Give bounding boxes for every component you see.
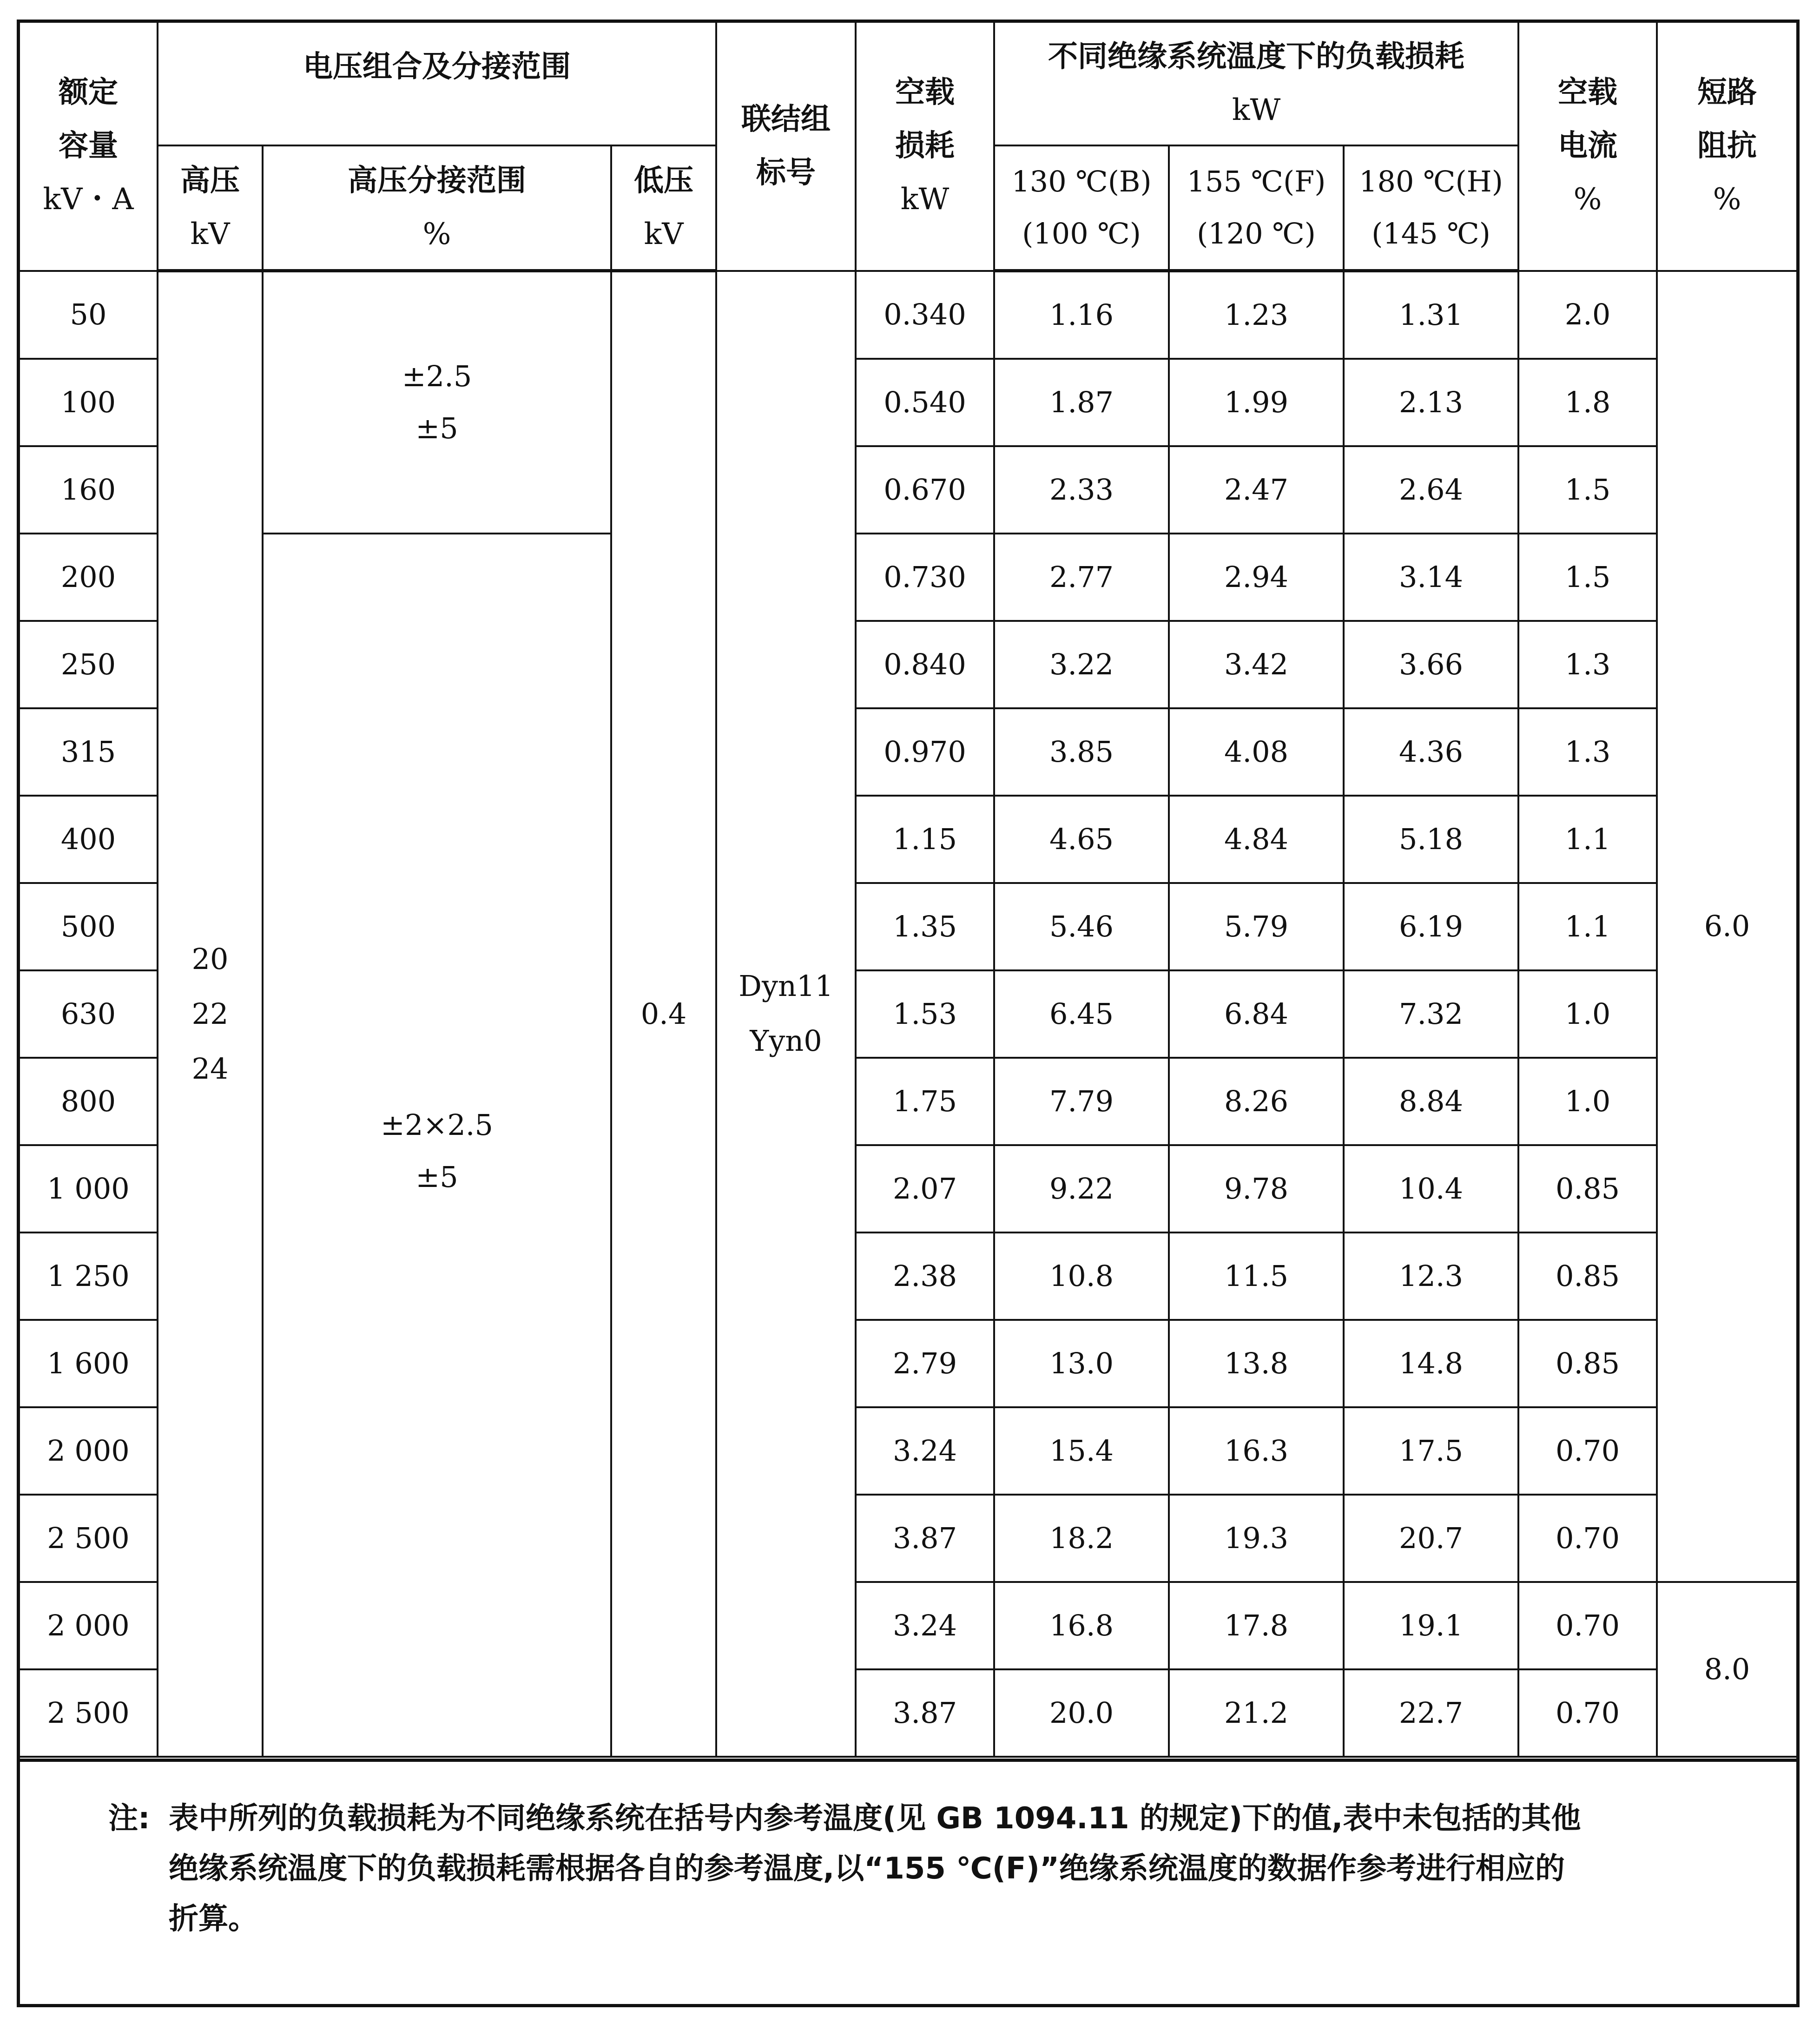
load-loss-b-cell: 10.8 bbox=[994, 1232, 1169, 1320]
table-row bbox=[20, 271, 1796, 359]
note-line-2: 绝缘系统温度下的负载损耗需根据各自的参考温度,以“155 ℃(F)”绝缘系统温度的数据作参考进行相应的 bbox=[169, 1852, 1565, 1886]
loss-table bbox=[20, 23, 1796, 1758]
hv-merged-cell-line: 24 bbox=[191, 1051, 229, 1086]
connection-merged-cell-line: Dyn11 bbox=[739, 969, 833, 1003]
load-loss-f-cell: 1.99 bbox=[1169, 359, 1344, 446]
header-capacity: 额定 容量 kV・A bbox=[20, 23, 158, 271]
tap-range-a-cell-line: ±2.5 bbox=[402, 359, 472, 394]
load-loss-f-cell: 2.47 bbox=[1169, 446, 1344, 534]
load-loss-f-cell: 8.26 bbox=[1169, 1058, 1344, 1145]
load-loss-b-cell: 18.2 bbox=[994, 1495, 1169, 1582]
load-loss-b-cell: 20.0 bbox=[994, 1669, 1169, 1757]
noload-loss-cell: 1.15 bbox=[856, 796, 994, 883]
header-load-loss-group: 不同绝缘系统温度下的负载损耗 kW bbox=[994, 23, 1518, 145]
noload-loss-cell: 2.79 bbox=[856, 1320, 994, 1407]
hv-merged-cell-line: 22 bbox=[191, 997, 229, 1031]
noload-current-cell: 0.70 bbox=[1518, 1407, 1657, 1495]
noload-loss-cell: 0.340 bbox=[856, 271, 994, 359]
noload-current-cell: 0.85 bbox=[1518, 1320, 1657, 1407]
tap-range-a-cell bbox=[263, 271, 611, 534]
noload-current-cell: 0.85 bbox=[1518, 1232, 1657, 1320]
noload-loss-cell: 3.87 bbox=[856, 1669, 994, 1757]
load-loss-h-cell: 17.5 bbox=[1344, 1407, 1518, 1495]
noload-current-cell: 1.3 bbox=[1518, 621, 1657, 708]
load-loss-b-cell: 4.65 bbox=[994, 796, 1169, 883]
noload-current-cell: 0.70 bbox=[1518, 1669, 1657, 1757]
noload-loss-cell: 3.24 bbox=[856, 1407, 994, 1495]
noload-loss-cell: 1.53 bbox=[856, 970, 994, 1058]
header-voltage-group: 电压组合及分接范围 bbox=[158, 23, 716, 145]
noload-current-cell: 0.70 bbox=[1518, 1582, 1657, 1669]
load-loss-f-cell: 11.5 bbox=[1169, 1232, 1344, 1320]
noload-loss-cell: 0.840 bbox=[856, 621, 994, 708]
connection-merged-cell bbox=[716, 271, 856, 1757]
noload-current-cell: 1.0 bbox=[1518, 1058, 1657, 1145]
load-loss-b-cell: 13.0 bbox=[994, 1320, 1169, 1407]
load-loss-b-cell: 7.79 bbox=[994, 1058, 1169, 1145]
note-line-1: 表中所列的负载损耗为不同绝缘系统在括号内参考温度(见 GB 1094.11 的规定)下的值,表中未包括的其他 bbox=[169, 1801, 1581, 1836]
load-loss-h-cell: 1.31 bbox=[1344, 271, 1518, 359]
noload-loss-cell: 2.07 bbox=[856, 1145, 994, 1232]
capacity-cell: 400 bbox=[20, 796, 158, 883]
load-loss-f-cell: 19.3 bbox=[1169, 1495, 1344, 1582]
tap-range-a-cell-line: ±5 bbox=[415, 411, 458, 445]
tap-range-b-cell bbox=[263, 534, 611, 1757]
impedance-b-cell: 8.0 bbox=[1657, 1582, 1796, 1757]
noload-loss-cell: 0.970 bbox=[856, 708, 994, 796]
noload-loss-cell: 1.35 bbox=[856, 883, 994, 970]
tap-range-b-cell-line: ±2×2.5 bbox=[381, 1108, 493, 1142]
header-tap-range: 高压分接范围 % bbox=[263, 145, 611, 271]
load-loss-b-cell: 2.33 bbox=[994, 446, 1169, 534]
lv-merged-cell: 0.4 bbox=[611, 271, 716, 1757]
load-loss-h-cell: 10.4 bbox=[1344, 1145, 1518, 1232]
impedance-a-cell: 6.0 bbox=[1657, 271, 1796, 1582]
load-loss-h-cell: 19.1 bbox=[1344, 1582, 1518, 1669]
header-impedance: 短路 阻抗 % bbox=[1657, 23, 1796, 271]
noload-loss-cell: 3.24 bbox=[856, 1582, 994, 1669]
load-loss-f-cell: 6.84 bbox=[1169, 970, 1344, 1058]
capacity-cell: 100 bbox=[20, 359, 158, 446]
header-temp-f: 155 ℃(F) (120 ℃) bbox=[1169, 145, 1344, 271]
header-noload-current: 空载 电流 % bbox=[1518, 23, 1657, 271]
noload-loss-cell: 1.75 bbox=[856, 1058, 994, 1145]
load-loss-h-cell: 12.3 bbox=[1344, 1232, 1518, 1320]
load-loss-h-cell: 4.36 bbox=[1344, 708, 1518, 796]
table-note bbox=[20, 1759, 1796, 2004]
noload-current-cell: 0.70 bbox=[1518, 1495, 1657, 1582]
load-loss-h-cell: 6.19 bbox=[1344, 883, 1518, 970]
load-loss-h-cell: 2.64 bbox=[1344, 446, 1518, 534]
load-loss-h-cell: 3.66 bbox=[1344, 621, 1518, 708]
capacity-cell: 250 bbox=[20, 621, 158, 708]
noload-current-cell: 1.8 bbox=[1518, 359, 1657, 446]
capacity-cell: 2 000 bbox=[20, 1407, 158, 1495]
table-body bbox=[20, 271, 1796, 1757]
load-loss-f-cell: 4.84 bbox=[1169, 796, 1344, 883]
capacity-cell: 1 000 bbox=[20, 1145, 158, 1232]
transformer-loss-table-sheet bbox=[17, 20, 1800, 2007]
capacity-cell: 800 bbox=[20, 1058, 158, 1145]
load-loss-f-cell: 2.94 bbox=[1169, 534, 1344, 621]
noload-current-cell: 1.1 bbox=[1518, 883, 1657, 970]
load-loss-b-cell: 2.77 bbox=[994, 534, 1169, 621]
load-loss-f-cell: 5.79 bbox=[1169, 883, 1344, 970]
capacity-cell: 630 bbox=[20, 970, 158, 1058]
noload-loss-cell: 0.540 bbox=[856, 359, 994, 446]
load-loss-b-cell: 6.45 bbox=[994, 970, 1169, 1058]
load-loss-b-cell: 3.22 bbox=[994, 621, 1169, 708]
tap-range-b-cell-line: ±5 bbox=[415, 1160, 458, 1194]
load-loss-f-cell: 21.2 bbox=[1169, 1669, 1344, 1757]
capacity-cell: 160 bbox=[20, 446, 158, 534]
load-loss-h-cell: 14.8 bbox=[1344, 1320, 1518, 1407]
capacity-cell: 200 bbox=[20, 534, 158, 621]
load-loss-b-cell: 15.4 bbox=[994, 1407, 1169, 1495]
load-loss-b-cell: 1.16 bbox=[994, 271, 1169, 359]
noload-loss-cell: 3.87 bbox=[856, 1495, 994, 1582]
capacity-cell: 50 bbox=[20, 271, 158, 359]
hv-merged-cell bbox=[158, 271, 263, 1757]
capacity-cell: 1 600 bbox=[20, 1320, 158, 1407]
noload-current-cell: 1.0 bbox=[1518, 970, 1657, 1058]
noload-current-cell: 1.1 bbox=[1518, 796, 1657, 883]
load-loss-f-cell: 16.3 bbox=[1169, 1407, 1344, 1495]
noload-loss-cell: 2.38 bbox=[856, 1232, 994, 1320]
load-loss-b-cell: 16.8 bbox=[994, 1582, 1169, 1669]
noload-current-cell: 2.0 bbox=[1518, 271, 1657, 359]
noload-loss-cell: 0.730 bbox=[856, 534, 994, 621]
connection-merged-cell-line: Yyn0 bbox=[750, 1024, 822, 1058]
noload-loss-cell: 0.670 bbox=[856, 446, 994, 534]
load-loss-f-cell: 3.42 bbox=[1169, 621, 1344, 708]
hv-merged-cell-line: 20 bbox=[191, 942, 229, 976]
capacity-cell: 315 bbox=[20, 708, 158, 796]
header-noload-loss: 空载 损耗 kW bbox=[856, 23, 994, 271]
noload-current-cell: 1.5 bbox=[1518, 534, 1657, 621]
table-row bbox=[20, 534, 1796, 621]
load-loss-f-cell: 17.8 bbox=[1169, 1582, 1344, 1669]
load-loss-f-cell: 9.78 bbox=[1169, 1145, 1344, 1232]
load-loss-h-cell: 7.32 bbox=[1344, 970, 1518, 1058]
load-loss-b-cell: 5.46 bbox=[994, 883, 1169, 970]
load-loss-h-cell: 8.84 bbox=[1344, 1058, 1518, 1145]
capacity-cell: 2 500 bbox=[20, 1495, 158, 1582]
noload-current-cell: 1.3 bbox=[1518, 708, 1657, 796]
capacity-cell: 2 500 bbox=[20, 1669, 158, 1757]
header-hv: 高压 kV bbox=[158, 145, 263, 271]
header-temp-b: 130 ℃(B) (100 ℃) bbox=[994, 145, 1169, 271]
load-loss-f-cell: 13.8 bbox=[1169, 1320, 1344, 1407]
capacity-cell: 500 bbox=[20, 883, 158, 970]
noload-current-cell: 1.5 bbox=[1518, 446, 1657, 534]
load-loss-h-cell: 5.18 bbox=[1344, 796, 1518, 883]
load-loss-h-cell: 20.7 bbox=[1344, 1495, 1518, 1582]
header-connection: 联结组 标号 bbox=[716, 23, 856, 271]
header-temp-h: 180 ℃(H) (145 ℃) bbox=[1344, 145, 1518, 271]
capacity-cell: 1 250 bbox=[20, 1232, 158, 1320]
capacity-cell: 2 000 bbox=[20, 1582, 158, 1669]
load-loss-h-cell: 3.14 bbox=[1344, 534, 1518, 621]
load-loss-h-cell: 2.13 bbox=[1344, 359, 1518, 446]
load-loss-h-cell: 22.7 bbox=[1344, 1669, 1518, 1757]
note-line-3: 折算。 bbox=[169, 1902, 258, 1936]
load-loss-b-cell: 1.87 bbox=[994, 359, 1169, 446]
note-label: 注: bbox=[108, 1801, 150, 1836]
load-loss-b-cell: 3.85 bbox=[994, 708, 1169, 796]
load-loss-b-cell: 9.22 bbox=[994, 1145, 1169, 1232]
noload-current-cell: 0.85 bbox=[1518, 1145, 1657, 1232]
header-lv: 低压 kV bbox=[611, 145, 716, 271]
load-loss-f-cell: 4.08 bbox=[1169, 708, 1344, 796]
load-loss-f-cell: 1.23 bbox=[1169, 271, 1344, 359]
